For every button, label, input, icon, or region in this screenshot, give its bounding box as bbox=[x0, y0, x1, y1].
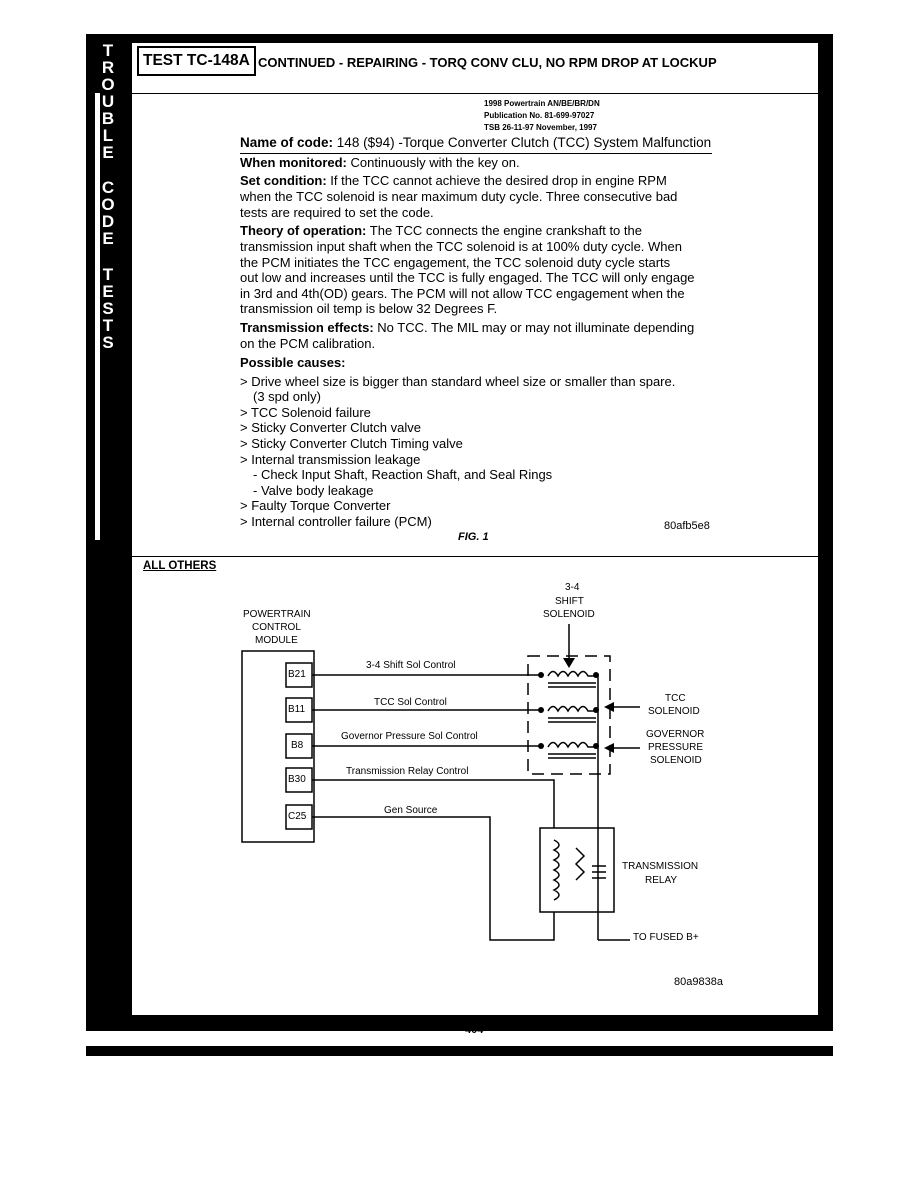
wire-relay-control bbox=[312, 780, 554, 828]
pin-label: C25 bbox=[288, 811, 307, 822]
cause-item: > Internal controller failure (PCM) bbox=[240, 514, 432, 529]
tcc-solenoid-coil bbox=[548, 707, 596, 712]
monitored-label: When monitored: bbox=[240, 155, 347, 170]
side-letter: S bbox=[102, 299, 114, 318]
cause-item: > Internal transmission leakage bbox=[240, 452, 421, 467]
set-condition-text: tests are required to set the code. bbox=[240, 205, 434, 220]
side-letter: L bbox=[102, 126, 114, 145]
set-condition-label: Set condition: bbox=[240, 173, 327, 188]
side-letter: O bbox=[101, 195, 115, 214]
cause-item: (3 spd only) bbox=[253, 389, 321, 404]
relay-label: TRANSMISSION bbox=[622, 861, 699, 872]
page-number: 404 bbox=[465, 1024, 484, 1036]
cause-item: - Valve body leakage bbox=[253, 483, 374, 498]
transmission-effects-label: Transmission effects: bbox=[240, 320, 374, 335]
test-id: TEST TC-148A bbox=[137, 46, 256, 76]
footer-bar bbox=[86, 1046, 833, 1056]
side-letter: E bbox=[102, 143, 114, 162]
theory-text: the PCM initiates the TCC engagement, the TCC solenoid duty cycle starts bbox=[240, 255, 671, 270]
pin-label: B30 bbox=[288, 774, 306, 785]
pcm-label: CONTROL bbox=[252, 622, 301, 633]
possible-causes-label: Possible causes: bbox=[240, 355, 346, 370]
side-letter: C bbox=[101, 178, 115, 197]
side-letter: R bbox=[101, 58, 115, 77]
section-label: ALL OTHERS bbox=[143, 560, 217, 572]
publication-line: 1998 Powertrain AN/BE/BR/DN bbox=[484, 99, 600, 108]
figure-1-id: 80afb5e8 bbox=[664, 520, 710, 532]
side-letter: T bbox=[102, 265, 114, 284]
side-letter: D bbox=[101, 212, 115, 231]
pin-label: B8 bbox=[291, 740, 304, 751]
side-letter: T bbox=[102, 316, 114, 335]
figure-2-id: 80a9838a bbox=[674, 976, 723, 988]
cause-item: > Drive wheel size is bigger than standard wheel size or smaller than spare. bbox=[240, 374, 676, 389]
wire-label: Gen Source bbox=[384, 805, 438, 816]
publication-line: TSB 26-11-97 November, 1997 bbox=[484, 123, 597, 132]
shift-solenoid-label: SHIFT bbox=[555, 596, 584, 607]
side-letter: B bbox=[101, 109, 115, 128]
theory-text: transmission input shaft when the TCC solenoid is at 100% duty cycle. When bbox=[240, 239, 682, 254]
transmission-relay-box bbox=[540, 828, 614, 912]
theory-text: in 3rd and 4th(OD) gears. The PCM will not allow TCC engagement when the bbox=[240, 286, 685, 301]
wire-label: Transmission Relay Control bbox=[346, 766, 469, 777]
pin-label: B11 bbox=[288, 704, 306, 715]
side-letter: S bbox=[102, 333, 114, 352]
gov-solenoid-label: SOLENOID bbox=[650, 755, 702, 766]
set-condition-text: If the TCC cannot achieve the desired drop in engine RPM bbox=[330, 173, 667, 188]
side-letter: E bbox=[102, 282, 114, 301]
relay-resistor bbox=[576, 848, 584, 880]
wire-label: TCC Sol Control bbox=[374, 697, 447, 708]
cause-item: - Check Input Shaft, Reaction Shaft, and Seal Rings bbox=[253, 467, 553, 482]
relay-label: RELAY bbox=[645, 875, 678, 886]
gov-solenoid-label: PRESSURE bbox=[648, 742, 704, 753]
side-letter: O bbox=[101, 75, 115, 94]
code-name-label: Name of code: bbox=[240, 135, 334, 150]
gov-solenoid-coil bbox=[548, 743, 596, 748]
tcc-solenoid-label: TCC bbox=[665, 693, 686, 704]
monitored-value: Continuously with the key on. bbox=[350, 155, 520, 170]
transmission-effects-text: No TCC. The MIL may or may not illuminate depending bbox=[377, 320, 695, 335]
shift-solenoid-label: SOLENOID bbox=[543, 609, 595, 620]
side-letter: T bbox=[102, 41, 114, 60]
relay-coil bbox=[554, 840, 559, 900]
pcm-label: POWERTRAIN bbox=[243, 609, 311, 620]
shift-solenoid-label: 3-4 bbox=[565, 582, 580, 593]
side-letter: E bbox=[102, 229, 114, 248]
fused-b-plus-label: TO FUSED B+ bbox=[633, 932, 699, 943]
cause-item: > Sticky Converter Clutch Timing valve bbox=[240, 436, 463, 451]
wire-gen-source bbox=[312, 817, 554, 940]
wire-label: Governor Pressure Sol Control bbox=[341, 731, 478, 742]
theory-text: The TCC connects the engine crankshaft to the bbox=[369, 223, 642, 238]
tcc-solenoid-label: SOLENOID bbox=[648, 706, 700, 717]
pin-label: B21 bbox=[288, 669, 306, 680]
side-letter: U bbox=[101, 92, 115, 111]
figure-1-caption: FIG. 1 bbox=[458, 531, 489, 543]
wire-label: 3-4 Shift Sol Control bbox=[366, 660, 456, 671]
pcm-label: MODULE bbox=[255, 635, 298, 646]
cause-item: > TCC Solenoid failure bbox=[240, 405, 371, 420]
cause-item: > Sticky Converter Clutch valve bbox=[240, 420, 421, 435]
publication-line: Publication No. 81-699-97027 bbox=[484, 111, 595, 120]
shift-solenoid-coil bbox=[548, 672, 596, 677]
theory-text: out low and increases until the TCC is fully engaged. The TCC will only engage bbox=[240, 270, 695, 285]
test-title: CONTINUED - REPAIRING - TORQ CONV CLU, NO RPM DROP AT LOCKUP bbox=[258, 55, 717, 70]
set-condition-text: when the TCC solenoid is near maximum duty cycle. Three consecutive bad bbox=[240, 189, 678, 204]
gov-solenoid-label: GOVERNOR bbox=[646, 729, 705, 740]
cause-item: > Faulty Torque Converter bbox=[240, 498, 391, 513]
theory-text: transmission oil temp is below 32 Degrees F. bbox=[240, 301, 498, 316]
theory-label: Theory of operation: bbox=[240, 223, 367, 238]
transmission-effects-text: on the PCM calibration. bbox=[240, 336, 376, 351]
code-name-value: 148 ($94) -Torque Converter Clutch (TCC) System Malfunction bbox=[336, 135, 712, 150]
